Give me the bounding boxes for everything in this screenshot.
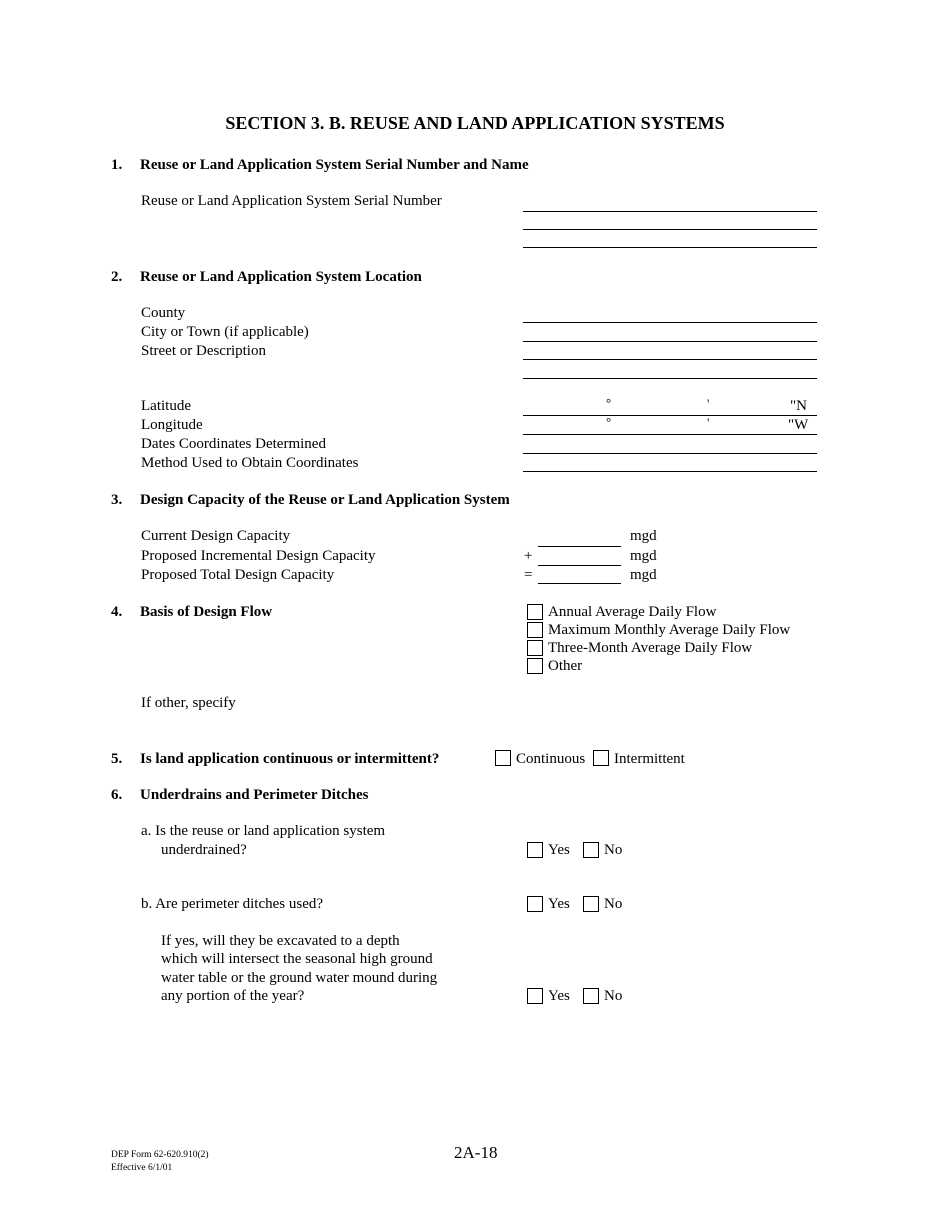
system-name-field-1[interactable]: [523, 229, 817, 230]
question-c-line-1: If yes, will they be excavated to a depth: [161, 933, 400, 949]
total-capacity-label: Proposed Total Design Capacity: [141, 567, 335, 583]
intermittent-checkbox[interactable]: [593, 750, 609, 766]
latitude-field[interactable]: [523, 415, 817, 416]
street-field-1[interactable]: [523, 359, 817, 360]
if-other-specify-label: If other, specify: [141, 695, 236, 711]
section-4-number: 4.: [111, 604, 123, 620]
longitude-degree-symbol: °: [606, 414, 612, 429]
excavated-no-label: No: [604, 988, 623, 1004]
street-field-2[interactable]: [523, 378, 817, 379]
intermittent-label: Intermittent: [614, 751, 685, 767]
city-field[interactable]: [523, 341, 817, 342]
section-3-number: 3.: [111, 492, 123, 508]
street-label: Street or Description: [141, 343, 266, 359]
incremental-capacity-label: Proposed Incremental Design Capacity: [141, 548, 376, 564]
longitude-minute-symbol: ': [707, 415, 710, 430]
page-number: 2A-18: [454, 1143, 498, 1162]
latitude-suffix: "N: [790, 398, 807, 414]
serial-number-label: Reuse or Land Application System Serial Number: [141, 193, 442, 209]
city-label: City or Town (if applicable): [141, 324, 309, 340]
longitude-field[interactable]: [523, 434, 817, 435]
footer-form-number: DEP Form 62-620.910(2): [111, 1150, 209, 1160]
three-month-checkbox[interactable]: [527, 640, 543, 656]
total-capacity-field[interactable]: [538, 583, 621, 584]
county-field[interactable]: [523, 322, 817, 323]
question-c-line-3: water table or the ground water mound during: [161, 970, 438, 986]
dates-field[interactable]: [523, 453, 817, 454]
question-a-line-2: underdrained?: [161, 842, 247, 858]
latitude-minute-symbol: ': [707, 396, 710, 411]
ditches-no-checkbox[interactable]: [583, 896, 599, 912]
latitude-degree-symbol: °: [606, 395, 612, 410]
question-a-line-1: a. Is the reuse or land application system: [141, 823, 386, 839]
ditches-no-label: No: [604, 896, 623, 912]
system-name-field-2[interactable]: [523, 247, 817, 248]
question-c-line-2: which will intersect the seasonal high ground: [161, 951, 433, 967]
page-title: SECTION 3. B. REUSE AND LAND APPLICATION SYSTEMS: [225, 113, 725, 133]
section-6-number: 6.: [111, 787, 123, 803]
section-5-number: 5.: [111, 751, 123, 767]
annual-average-label: Annual Average Daily Flow: [548, 604, 717, 620]
section-1-heading: Reuse or Land Application System Serial Number and Name: [140, 157, 529, 173]
current-capacity-unit: mgd: [630, 528, 657, 544]
continuous-label: Continuous: [516, 751, 586, 767]
other-checkbox[interactable]: [527, 658, 543, 674]
section-4-heading: Basis of Design Flow: [140, 604, 273, 620]
longitude-label: Longitude: [141, 417, 203, 433]
excavated-no-checkbox[interactable]: [583, 988, 599, 1004]
serial-number-field[interactable]: [523, 211, 817, 212]
three-month-label: Three-Month Average Daily Flow: [548, 640, 753, 656]
current-capacity-label: Current Design Capacity: [141, 528, 291, 544]
current-capacity-field[interactable]: [538, 546, 621, 547]
section-2-heading: Reuse or Land Application System Location: [140, 269, 422, 285]
maximum-monthly-label: Maximum Monthly Average Daily Flow: [548, 622, 791, 638]
equals-sign: =: [524, 567, 533, 583]
question-b: b. Are perimeter ditches used?: [141, 896, 324, 912]
total-capacity-unit: mgd: [630, 567, 657, 583]
ditches-yes-checkbox[interactable]: [527, 896, 543, 912]
longitude-suffix: "W: [788, 417, 809, 433]
county-label: County: [141, 305, 186, 321]
latitude-label: Latitude: [141, 398, 191, 414]
section-6-heading: Underdrains and Perimeter Ditches: [140, 787, 369, 803]
excavated-yes-checkbox[interactable]: [527, 988, 543, 1004]
underdrained-yes-label: Yes: [548, 842, 570, 858]
other-label: Other: [548, 658, 583, 674]
excavated-yes-label: Yes: [548, 988, 570, 1004]
annual-average-checkbox[interactable]: [527, 604, 543, 620]
underdrained-yes-checkbox[interactable]: [527, 842, 543, 858]
incremental-capacity-unit: mgd: [630, 548, 657, 564]
question-c-line-4: any portion of the year?: [161, 988, 305, 1004]
section-5-heading: Is land application continuous or intermittent?: [140, 751, 440, 767]
section-3-heading: Design Capacity of the Reuse or Land Application System: [140, 492, 510, 508]
dates-label: Dates Coordinates Determined: [141, 436, 326, 452]
plus-sign: +: [524, 548, 533, 564]
method-label: Method Used to Obtain Coordinates: [141, 455, 359, 471]
underdrained-no-checkbox[interactable]: [583, 842, 599, 858]
incremental-capacity-field[interactable]: [538, 565, 621, 566]
continuous-checkbox[interactable]: [495, 750, 511, 766]
maximum-monthly-checkbox[interactable]: [527, 622, 543, 638]
section-1-number: 1.: [111, 157, 123, 173]
ditches-yes-label: Yes: [548, 896, 570, 912]
underdrained-no-label: No: [604, 842, 623, 858]
footer-effective-date: Effective 6/1/01: [111, 1163, 173, 1173]
method-field[interactable]: [523, 471, 817, 472]
section-2-number: 2.: [111, 269, 123, 285]
